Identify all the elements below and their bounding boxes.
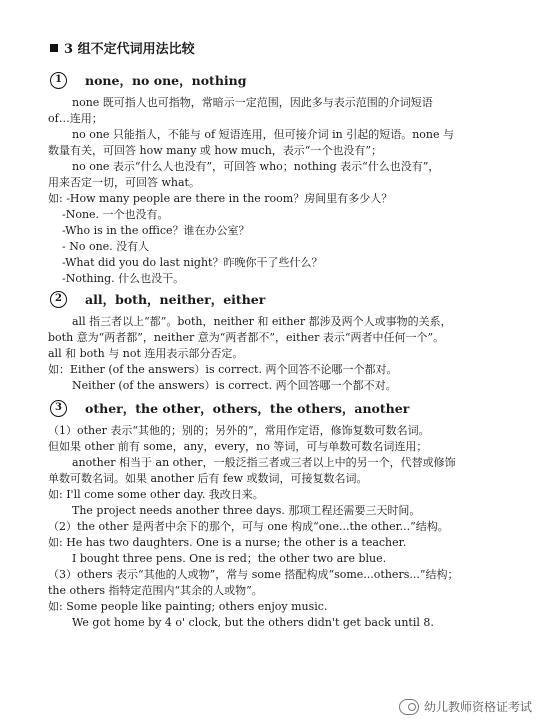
section-1-line: of…连用； xyxy=(48,112,103,125)
section-1-line: none 既可指人也可指物，常暗示一定范围，因此多与表示范围的介词短语 xyxy=(72,96,433,109)
section-1-line: 数量有关，可回答 how many 或 how much，表示“一个也没有”； xyxy=(48,144,383,157)
section-3-number: 3 xyxy=(50,400,67,417)
watermark-text: 幼儿教师资格证考试 xyxy=(423,700,532,714)
section-3-example: 如: He has two daughters. One is a nurse; the other is a teacher. xyxy=(48,536,407,549)
section-2-line: both 意为“两者都”，neither 意为“两者都不”，either 表示“两者中任何一个”。 xyxy=(48,331,445,344)
section-2-heading xyxy=(50,290,265,308)
section-1-line: no one 只能指人，不能与 of 短语连用，但可接介词 in 引起的短语。none 与 xyxy=(72,128,454,141)
section-1-line: 用来否定一切，可回答 what。 xyxy=(48,176,200,189)
section-3-example: We got home by 4 o' clock, but the others didn't get back until 8. xyxy=(72,616,434,629)
section-3-line: the others 指特定范围内“其余的人或物”。 xyxy=(48,584,263,597)
section-1-example: - No one. 没有人 xyxy=(62,240,150,253)
section-3-line: （1）other 表示“其他的；别的；另外的”，常用作定语，修饰复数可数名词。 xyxy=(48,424,430,437)
section-3-line: 但如果 other 前有 some，any，every，no 等词，可与单数可数名词连用； xyxy=(48,440,428,453)
section-3-title: other，the other，others，the others，another xyxy=(85,401,410,416)
page-title-text: 3 组不定代词用法比较 xyxy=(64,42,195,57)
section-2-title: all，both，neither，either xyxy=(85,292,266,307)
section-3-example: I bought three pens. One is red；the other two are blue. xyxy=(72,552,387,565)
section-2-example: 如：Either (of the answers）is correct. 两个回答不论哪一个都对。 xyxy=(48,363,398,376)
section-1-example: -None. 一个也没有。 xyxy=(62,208,169,221)
section-3-line: （3）others 表示“其他的人或物”，常与 some 搭配构成“some...others...”结构； xyxy=(48,568,459,581)
section-3-line: another 相当于 an other，一般泛指三者或三者以上中的另一个，代替或修饰 xyxy=(72,456,456,469)
section-3-line: （2）the other 是两者中余下的那个，可与 one 构成“one...the other...”结构。 xyxy=(48,520,449,533)
section-2-line: all 和 both 与 not 连用表示部分否定。 xyxy=(48,347,244,360)
section-2-line: all 指三者以上“都”。both，neither 和 either 都涉及两个人或事物的关系， xyxy=(72,315,452,328)
black-square-icon xyxy=(50,44,58,52)
section-1-title: none，no one，nothing xyxy=(85,73,247,88)
section-1-heading xyxy=(50,71,247,89)
section-1-example: -Who is in the office？谁在办公室？ xyxy=(62,224,250,237)
section-3-line: 单数可数名词。如果 another 后有 few 或数词，可接复数名词。 xyxy=(48,472,368,485)
watermark xyxy=(399,698,532,715)
section-3-example: 如: Some people like painting; others enjoy music. xyxy=(48,600,328,613)
section-1-example: -What did you do last night？昨晚你干了些什么？ xyxy=(62,256,323,269)
section-1-line: no one 表示“什么人也没有”，可回答 who；nothing 表示“什么也没有”， xyxy=(72,160,440,173)
wechat-icon xyxy=(399,699,419,715)
page-title xyxy=(50,38,195,57)
section-3-heading xyxy=(50,399,409,417)
section-1-example: 如: -How many people are there in the room？房间里有多少人？ xyxy=(48,192,393,205)
section-2-example: Neither (of the answers）is correct. 两个回答哪一个都不对。 xyxy=(72,379,397,392)
section-3-example: The project needs another three days. 那项工程还需要三天时间。 xyxy=(72,504,421,517)
section-3-example: 如: I'll come some other day. 我改日来。 xyxy=(48,488,264,501)
section-2-number: 2 xyxy=(50,291,67,308)
section-1-number: 1 xyxy=(50,72,67,89)
section-1-example: -Nothing. 什么也没干。 xyxy=(62,272,185,285)
